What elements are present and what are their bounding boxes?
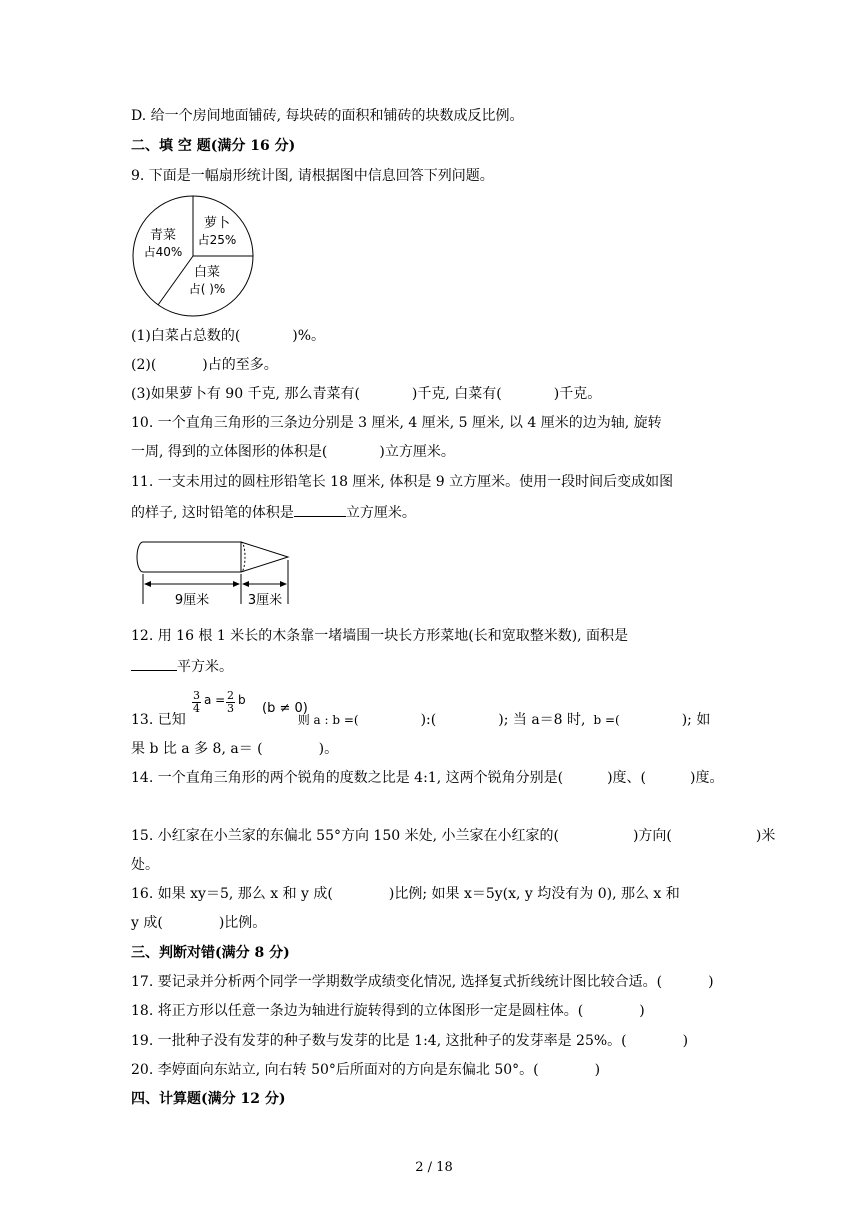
section-3-heading: 三、判断对错(满分 8 分)	[131, 945, 290, 961]
pencil-length-9: 9厘米	[174, 593, 210, 608]
option-d: D. 给一个房间地面铺砖, 每块砖的面积和铺砖的块数成反比例。	[131, 108, 524, 124]
section-2-heading: 二、填 空 题(满分 16 分)	[131, 138, 296, 154]
question-12-line2: 平方米。	[131, 656, 233, 677]
question-18: 18. 将正方形以任意一条边为轴进行旋转得到的立体图形一定是圆柱体。( )	[131, 1003, 645, 1019]
pie-pct-qingcai: 占40%	[143, 245, 183, 259]
question-13-line2: 果 b 比 a 多 8, a＝ ( )。	[131, 741, 339, 757]
pie-label-qingcai: 青菜	[149, 228, 177, 243]
question-17: 17. 要记录并分析两个同学一学期数学成绩变化情况, 选择复式折线统计图比较合适。( )	[131, 974, 714, 990]
question-9-2: (2)( )占的至多。	[131, 357, 278, 373]
q13-condition: (b ≠ 0)	[262, 701, 308, 716]
pie-pct-baicai: 占( )%	[188, 282, 226, 296]
question-9-3: (3)如果萝卜有 90 千克, 那么青菜有( )千克, 白菜有( )千克。	[131, 386, 602, 402]
pencil-length-3: 3厘米	[247, 593, 283, 608]
question-20: 20. 李婷面向东站立, 向右转 50°后所面对的方向是东偏北 50°。( )	[131, 1062, 601, 1078]
question-13-line1: 13. 已知 则 a : b =( ):( ); 当 a＝8 时, b =( ); 如	[131, 712, 711, 728]
q13-a-eq: a =	[204, 693, 226, 707]
question-15-line1: 15. 小红家在小兰家的东偏北 55°方向 150 米处, 小兰家在小红家的( )方向( )米	[131, 828, 776, 844]
pie-label-luobo: 萝卜	[203, 216, 231, 231]
fraction-3-4: $\frac{3}{4}$	[193, 689, 200, 715]
pie-chart	[131, 194, 255, 318]
question-16-line2: y 成( )比例。	[131, 915, 267, 931]
question-16-line1: 16. 如果 xy＝5, 那么 x 和 y 成( )比例; 如果 x＝5y(x, y 均没有为 0), 那么 x 和	[131, 886, 680, 902]
question-19: 19. 一批种子没有发芽的种子数与发芽的比是 1:4, 这批种子的发芽率是 25%。( )	[131, 1033, 689, 1049]
pie-pct-luobo: 占25%	[197, 233, 237, 247]
question-11-line2: 的样子, 这时铅笔的体积是 立方厘米。	[131, 502, 416, 523]
question-9: 9. 下面是一幅扇形统计图, 请根据图中信息回答下列问题。	[131, 168, 494, 184]
question-10-line2: 一周, 得到的立体图形的体积是( )立方厘米。	[131, 444, 455, 460]
section-4-heading: 四、计算题(满分 12 分)	[131, 1091, 286, 1107]
question-14: 14. 一个直角三角形的两个锐角的度数之比是 4:1, 这两个锐角分别是( )度、( )度。	[131, 770, 724, 786]
question-15-line2: 处。	[131, 857, 159, 873]
pie-label-baicai: 白菜	[193, 265, 221, 280]
pencil-figure	[131, 538, 295, 610]
q13-b: b	[238, 693, 246, 707]
question-9-1: (1)白菜占总数的( )%。	[131, 328, 326, 344]
question-12-line1: 12. 用 16 根 1 米长的木条靠一堵墙围一块长方形菜地(长和宽取整米数), 面积是	[131, 628, 629, 644]
fraction-2-3: $\frac{2}{3}$	[227, 689, 234, 715]
page-number: 2 / 18	[415, 1160, 453, 1175]
question-10-line1: 10. 一个直角三角形的三条边分别是 3 厘米, 4 厘米, 5 厘米, 以 4 厘米的边为轴, 旋转	[131, 415, 662, 431]
question-11-line1: 11. 一支未用过的圆柱形铅笔长 18 厘米, 体积是 9 立方厘米。使用一段时间后变成如图	[131, 474, 674, 490]
